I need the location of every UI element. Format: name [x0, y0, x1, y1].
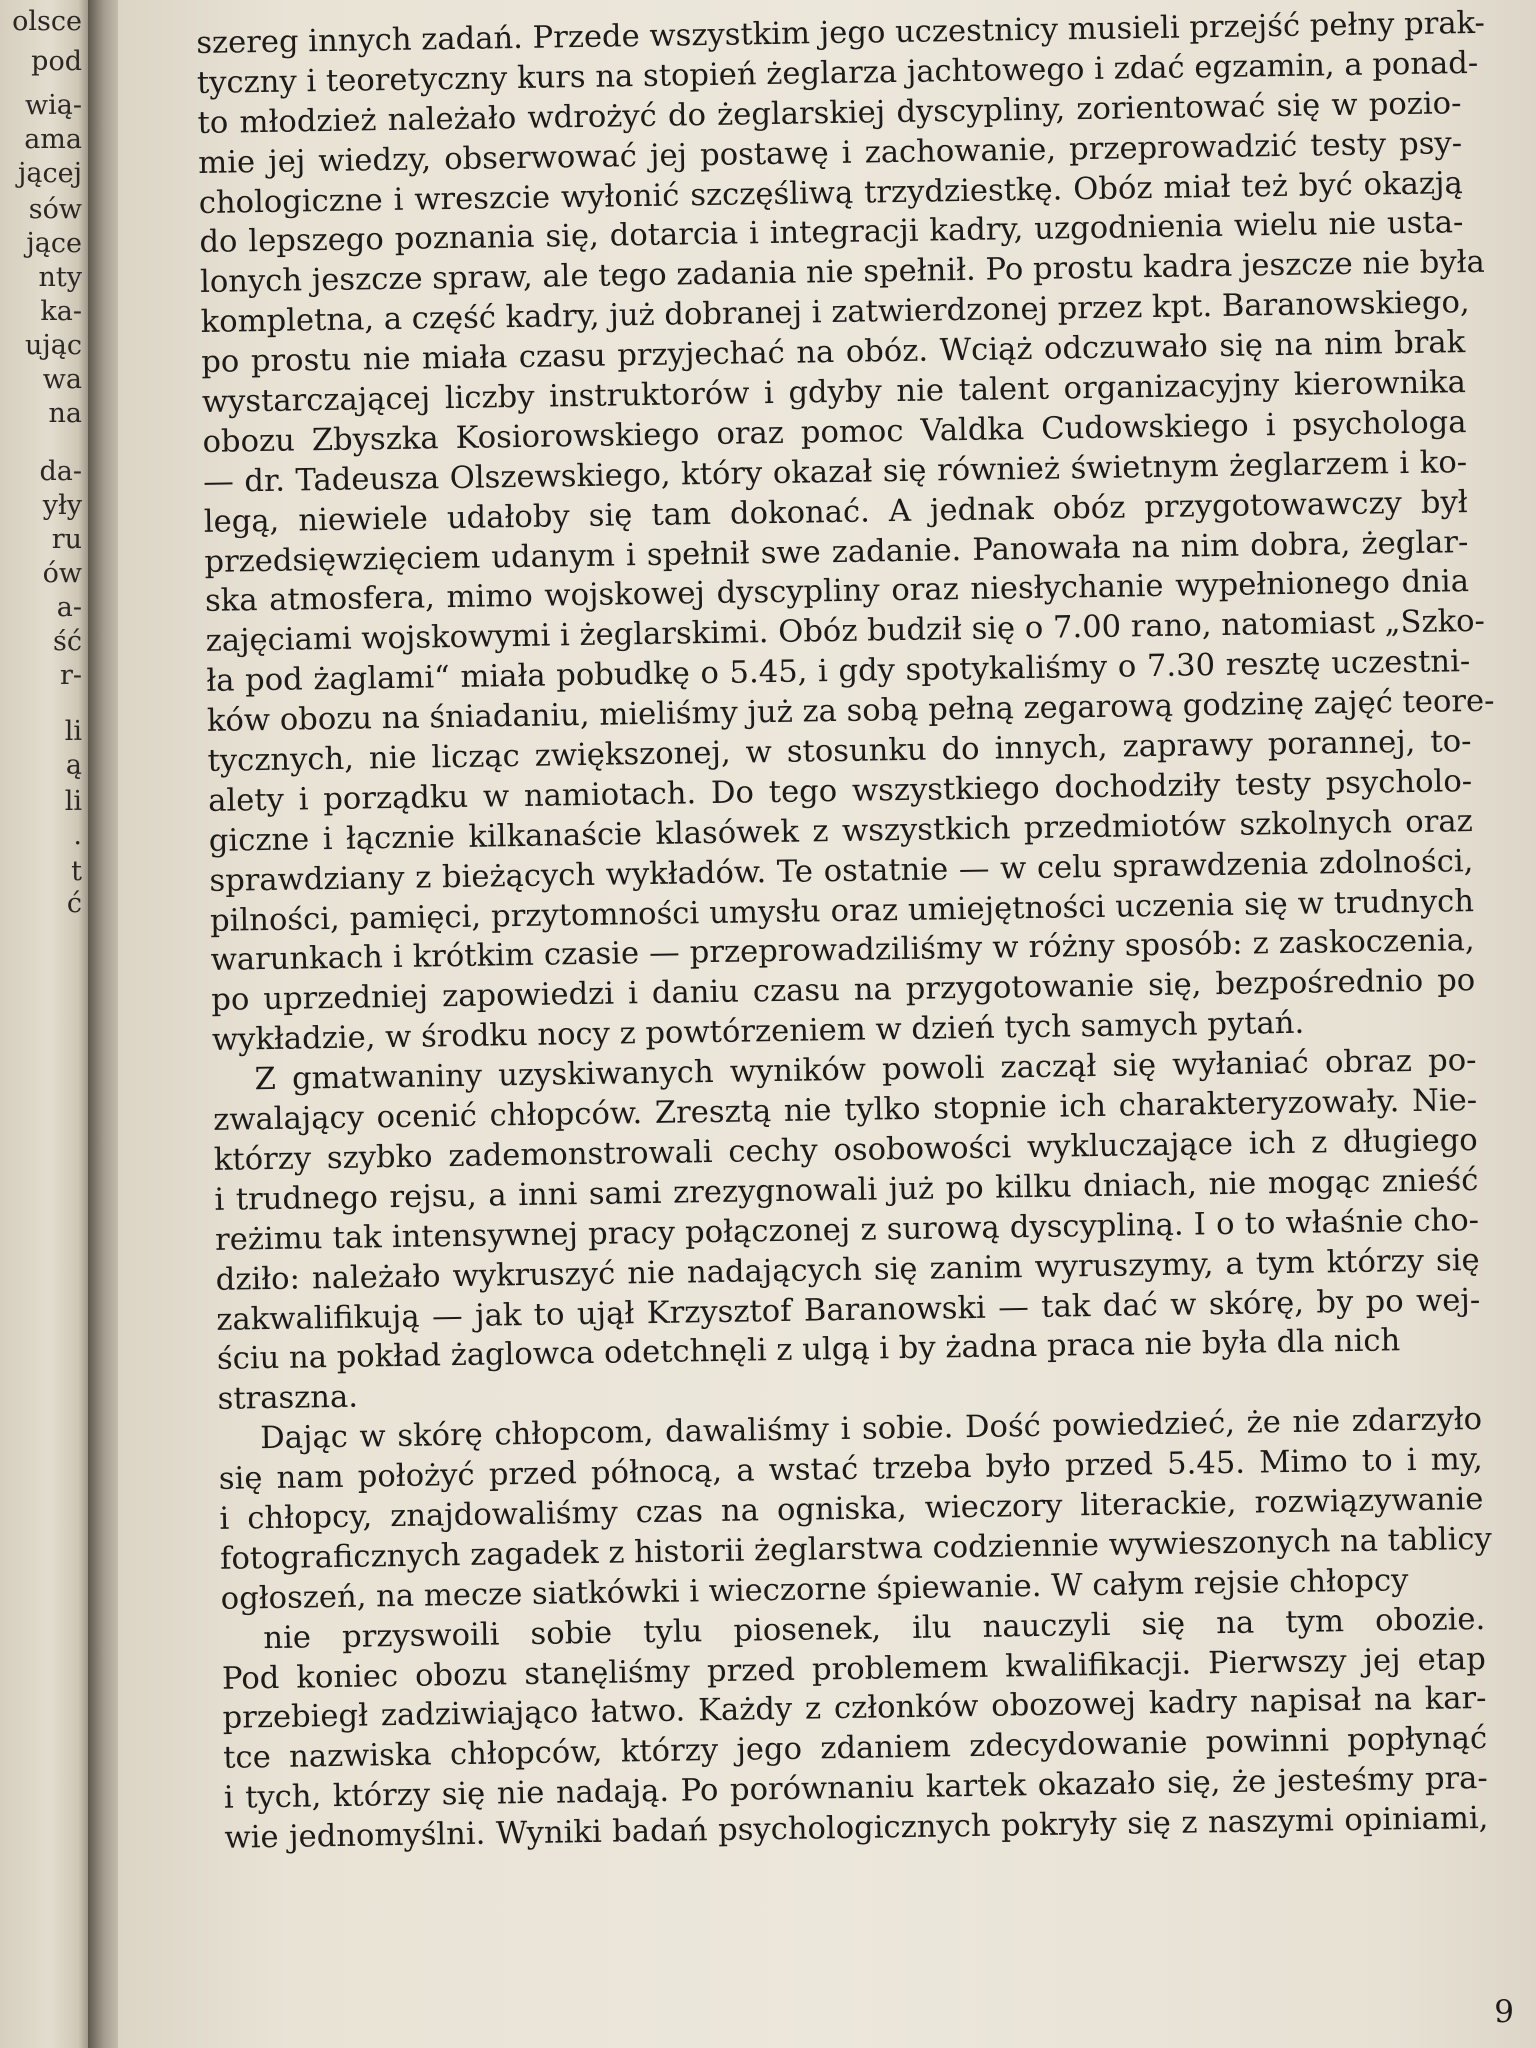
- left-page-fragment: jące: [26, 228, 82, 259]
- text-line: po uprzedniej zapowiedzi i daniu czasu na przygotowanie się, bezpośrednio po: [211, 963, 1476, 1019]
- left-page-fragment: sów: [28, 194, 82, 225]
- left-page-fragment: ą: [65, 750, 82, 781]
- text-line: ściu na pokład żaglowca odetchnęli z ulgą i by żadna praca nie była dla nich: [216, 1323, 1401, 1378]
- text-line: do lepszego poznania się, dotarcia i integracji kadry, uzgodnienia wielu nie usta-: [199, 205, 1464, 261]
- text-line: alety i porządku w namiotach. Do tego wszystkiego dochodziły testy psycholo-: [207, 763, 1473, 819]
- text-line: wie jednomyślni. Wyniki badań psychologicznych pokryły się z naszymi opiniami,: [224, 1801, 1489, 1856]
- text-line: to młodzież należało wdrożyć do żeglarskiej dyscypliny, zorientować się w pozio-: [197, 85, 1462, 141]
- right-page: [118, 0, 1536, 2048]
- text-line: straszna.: [217, 1379, 359, 1418]
- text-line: obozu Zbyszka Kosiorowskiego oraz pomoc Valdka Cudowskiego i psychologa: [202, 405, 1467, 460]
- text-line: pilności, pamięci, przytomności umysłu oraz umiejętności uczenia się w trudnych: [209, 883, 1475, 939]
- text-line: legą, niewiele udałoby się tam dokonać. A jednak obóz przygotowawczy był: [203, 484, 1468, 540]
- text-line: zajęciami wojskowymi i żeglarskimi. Obóz budził się o 7.00 rano, natomiast „Szko-: [205, 604, 1486, 660]
- left-page-fragment: a-: [56, 592, 82, 623]
- left-page-fragment: nty: [38, 262, 82, 293]
- text-line: tyczny i teoretyczny kurs na stopień żeglarza jachtowego i zdać egzamin, a ponad-: [196, 45, 1479, 101]
- left-page-fragment: ując: [25, 330, 82, 361]
- left-page-fragment: t: [71, 856, 82, 887]
- text-line: fotograficznych zagadek z historii żeglarstwa codziennie wywieszonych na tablicy: [219, 1521, 1493, 1577]
- text-line: nie przyswoili sobie tylu piosenek, ilu nauczyli się na tym obozie.: [263, 1601, 1486, 1656]
- left-page: [0, 0, 92, 2048]
- text-line: przebiegł zadziwiająco łatwo. Każdy z członków obozowej kadry napisał na kar-: [222, 1681, 1487, 1737]
- left-page-fragment: ć: [66, 888, 82, 919]
- text-line: zakwalifikują — jak to ujął Krzysztof Baranowski — tak dać w skórę, by po wej-: [216, 1282, 1481, 1338]
- text-line: ogłoszeń, na mecze siatkówki i wieczorne śpiewanie. W całym rejsie chłopcy: [220, 1562, 1409, 1617]
- text-line: — dr. Tadeusza Olszewskiego, który okazał się również świetnym żeglarzem i ko-: [202, 444, 1468, 500]
- left-page-fragment: da-: [39, 456, 82, 487]
- text-line: Dając w skórę chłopcom, dawaliśmy i sobie. Dość powiedzieć, że nie zdarzyło: [259, 1402, 1483, 1457]
- text-line: szereg innych zadań. Przede wszystkim jego uczestnicy musieli przejść pełny prak-: [196, 5, 1486, 61]
- text-line: którzy szybko zademonstrowali cechy osobowości wykluczające ich z długiego: [213, 1122, 1478, 1178]
- left-page-fragment: wa: [42, 364, 82, 395]
- text-line: wystarczającej liczby instruktorów i gdyby nie talent organizacyjny kierownika: [201, 365, 1467, 420]
- text-line: ków obozu na śniadaniu, mieliśmy już za sobą pełną zegarową godzinę zajęć teore-: [206, 683, 1495, 740]
- text-line: lonych jeszcze spraw, ale tego zadania nie spełnił. Po prostu kadra jeszcze nie była: [199, 245, 1486, 301]
- body-text: [196, 4, 1525, 1859]
- text-line: giczne i łącznie kilkanaście klasówek z wszystkich przedmiotów szkolnych oraz: [208, 803, 1473, 859]
- text-line: chologiczne i wreszcie wyłonić szczęśliwą trzydziestkę. Obóz miał też być okazją: [198, 165, 1463, 221]
- left-page-fragment: jącej: [18, 158, 82, 189]
- text-line: się nam położyć przed północą, a wstać trzeba było przed 5.45. Mimo to i my,: [218, 1442, 1483, 1497]
- left-page-fragment: ów: [42, 558, 82, 589]
- text-line: i chłopcy, znajdowaliśmy czas na ogniska, wieczory literackie, rozwiązywanie: [219, 1481, 1484, 1537]
- left-page-fragment: li: [64, 786, 82, 817]
- text-line: Pod koniec obozu stanęliśmy przed problemem kwalifikacji. Pierwszy jej etap: [221, 1641, 1487, 1697]
- page-number: 9: [1494, 1994, 1514, 2030]
- text-line: tce nazwiska chłopców, którzy jego zdaniem zdecydowanie powinni popłynąć: [222, 1721, 1488, 1777]
- text-line: zwalający ocenić chłopców. Zresztą nie tylko stopnie ich charakteryzowały. Nie-: [212, 1083, 1478, 1138]
- left-page-fragment: pod: [31, 46, 82, 77]
- text-line: kompletna, a część kadry, już dobranej i zatwierdzonej przez kpt. Baranowskiego,: [200, 285, 1470, 341]
- left-page-fragment: olsce: [12, 6, 82, 37]
- left-page-fragment: na: [48, 398, 82, 429]
- text-line: wykładzie, w środku nocy z powtórzeniem w dzień tych samych pytań.: [211, 1005, 1305, 1059]
- left-page-fragment: .: [73, 820, 82, 851]
- text-line: przedsięwzięciem udanym i spełnił swe zadanie. Panowała na nim dobra, żeglar-: [204, 524, 1469, 580]
- text-line: i tych, którzy się nie nadają. Po porównaniu kartek okazało się, że jesteśmy pra-: [223, 1761, 1488, 1816]
- text-line: warunkach i krótkim czasie — przeprowadziliśmy w różny sposób: z zaskoczenia,: [210, 923, 1475, 979]
- left-page-fragment: li: [64, 716, 82, 747]
- text-line: ska atmosfera, mimo wojskowej dyscypliny oraz niesłychanie wypełnionego dnia: [204, 564, 1470, 620]
- text-line: sprawdziany z bieżących wykładów. Te ostatnie — w celu sprawdzenia zdolności,: [209, 843, 1474, 899]
- left-page-fragment: r-: [59, 660, 82, 691]
- text-line: po prostu nie miała czasu przyjechać na obóz. Wciąż odczuwało się na nim brak: [201, 325, 1466, 381]
- text-line: tycznych, nie licząc zwiększonej, w stosunku do innych, zaprawy porannej, to-: [207, 724, 1472, 779]
- text-line: dziło: należało wykruszyć nie nadających się zanim wyruszymy, a tym którzy się: [215, 1242, 1480, 1298]
- text-line: mie jej wiedzy, obserwować jej postawę i zachowanie, przeprowadzić testy psy-: [197, 125, 1463, 181]
- left-page-fragment: ru: [51, 524, 82, 555]
- left-page-fragment: ama: [24, 124, 82, 155]
- text-line: i trudnego rejsu, a inni sami zrezygnowali już po kilku dniach, nie mogąc znieść: [214, 1162, 1479, 1218]
- left-page-fragment: ka-: [40, 296, 82, 327]
- left-page-fragment: yły: [42, 490, 82, 521]
- left-page-fragment: wią-: [25, 90, 82, 121]
- text-line: reżimu tak intensywnej pracy połączonej z surową dyscypliną. I o to właśnie cho-: [214, 1202, 1480, 1258]
- text-line: ła pod żaglami“ miała pobudkę o 5.45, i gdy spotykaliśmy o 7.30 resztę uczestni-: [206, 644, 1471, 700]
- text-line: Z gmatwaniny uzyskiwanych wyników powoli zaczął się wyłaniać obraz po-: [254, 1043, 1477, 1098]
- left-page-fragment: ść: [53, 626, 82, 657]
